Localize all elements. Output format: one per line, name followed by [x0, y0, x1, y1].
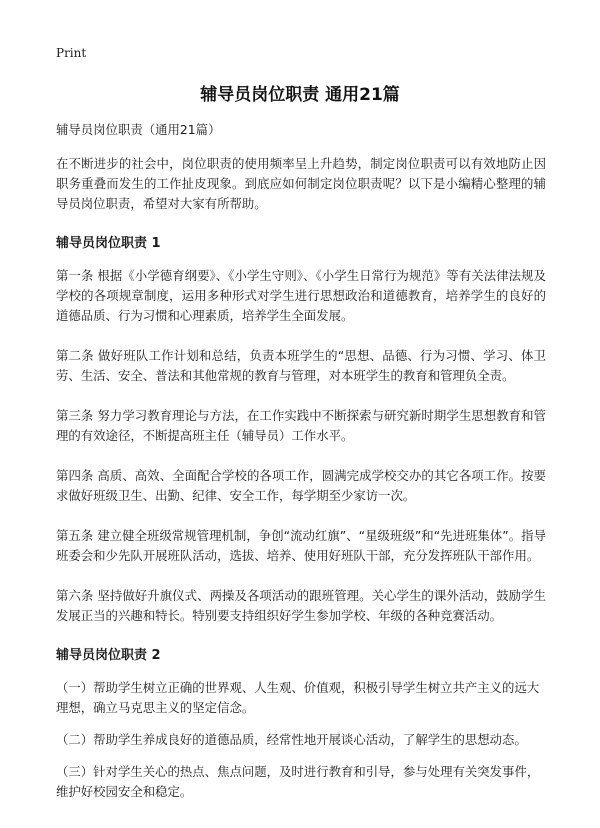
article-6: 第六条 坚持做好升旗仪式、两操及各项活动的跟班管理。关心学生的课外活动，鼓励学生发展正当的兴趣和特长。特别要支持组织好学生参加学校、年级的各种竞赛活动。	[56, 588, 546, 623]
print-label: Print	[56, 46, 87, 60]
article-2: 第二条 做好班队工作计划和总结，负责本班学生的“思想、品德、行为习惯、学习、体卫劳、生活、安全、普法和其他常规的教育与管理，对本班学生的教育和管理负全责。	[56, 348, 546, 383]
duty-item-2: （二）帮助学生养成良好的道德品质，经常性地开展谈心活动，了解学生的思想动态。	[56, 732, 527, 747]
article-4: 第四条 高质、高效、全面配合学校的各项工作，圆满完成学校交办的其它各项工作。按要求做好班级卫生、出勤、纪律、安全工作，每学期至少家访一次。	[56, 468, 546, 503]
article-1: 第一条 根据《小学德育纲要》、《小学生守则》、《小学生日常行为规范》等有关法律法规及学校的各项规章制度，运用多种形式对学生进行思想政治和道德教育，培养学生的良好的道德品质、行为习惯和心理素质，培养学生全面发展。	[56, 268, 546, 323]
document-body	[56, 120, 546, 814]
intro-paragraph: 在不断进步的社会中，岗位职责的使用频率呈上升趋势，制定岗位职责可以有效地防止因职务重叠而发生的工作扯皮现象。到底应如何制定岗位职责呢？以下是小编精心整理的辅导员岗位职责，希望对大家有所帮助。	[56, 156, 546, 211]
duty-item-3: （三）针对学生关心的热点、焦点问题，及时进行教育和引导，参与处理有关突发事件，维护好校园安全和稳定。	[56, 764, 540, 799]
page-title: 辅导员岗位职责 通用21篇	[200, 85, 400, 105]
duty-item-1: （一）帮助学生树立正确的世界观、人生观、价值观，积极引导学生树立共产主义的远大理想，确立马克思主义的坚定信念。	[56, 680, 540, 715]
document-subtitle: 辅导员岗位职责（通用21篇）	[56, 122, 221, 137]
section-2-heading: 辅导员岗位职责 2	[56, 648, 161, 663]
article-5: 第五条 建立健全班级常规管理机制，争创“流动红旗”、“星级班级”和“先进班集体”。指导班委会和少先队开展班队活动，选拔、培养、使用好班队干部，充分发挥班队干部作用。	[56, 528, 546, 563]
article-3: 第三条 努力学习教育理论与方法，在工作实践中不断探索与研究新时期学生思想教育和管理的有效途径，不断提高班主任（辅导员）工作水平。	[56, 408, 546, 443]
section-1-heading: 辅导员岗位职责 1	[56, 236, 161, 251]
